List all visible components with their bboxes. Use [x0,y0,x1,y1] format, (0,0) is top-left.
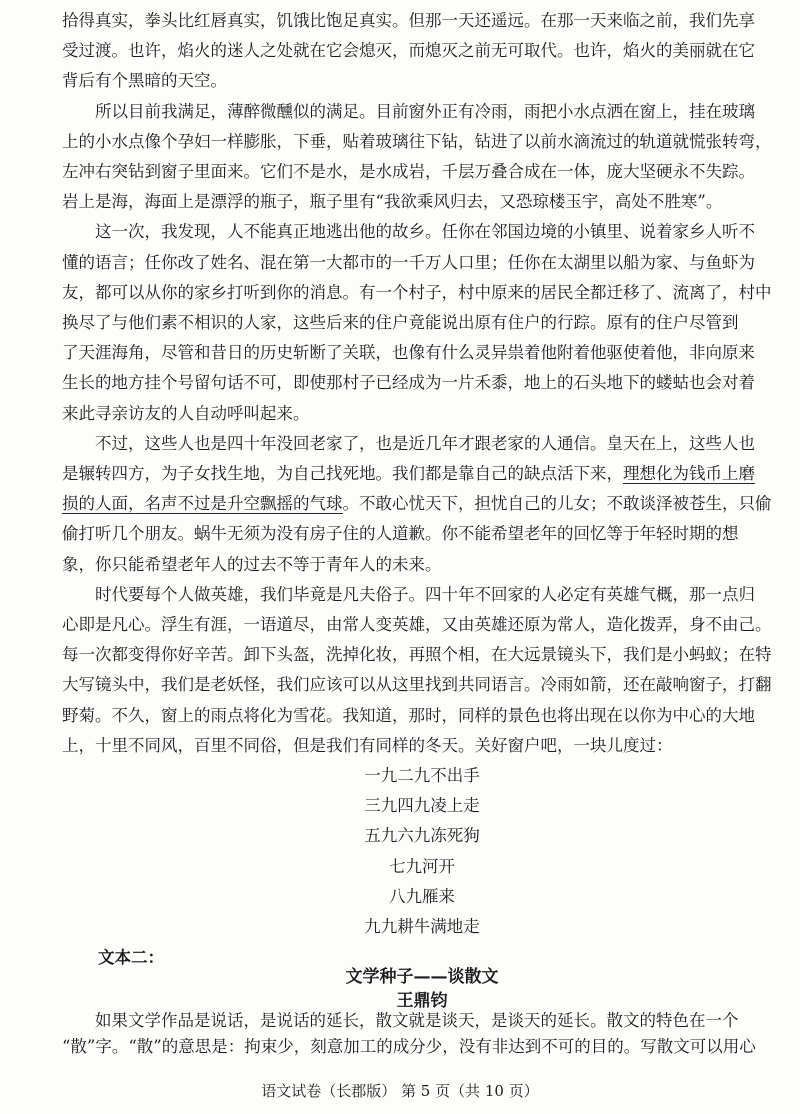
text-line: 这一次，我发现，人不能真正地逃出他的故乡。任你在邻国边境的小镇里、说着家乡人听不 [95,222,755,242]
text-line: 大写镜头中，我们是老妖怪，我们应该可以从这里找到共同语言。冷雨如箭，还在敲响窗子，打翻 [62,675,772,695]
poem-line: 九九耕牛满地走 [364,917,480,936]
text-segment: 。不敢心忧天下，担忧自己的儿女；不敢谈泽被苍生，只偷 [342,494,772,514]
section-heading: 文本二： [98,948,164,968]
text-line: 不过，这些人也是四十年没回老家了，也是近几年才跟老家的人通信。皇天在上，这些人也 [95,433,755,453]
text-line: 拾得真实，拳头比红唇真实，饥饿比饱足真实。但那一天还遥远。在那一天来临之前，我们先享 [62,11,755,30]
text-line: 时代要每个人做英雄，我们毕竟是凡夫俗子。四十年不回家的人必定有英雄气概，那一点归 [95,584,755,604]
article-title: 文学种子——谈散文 [345,967,499,988]
poem-line: 七九河开 [389,856,455,876]
underlined-text: 理想化为钱币上磨 [623,464,755,483]
text-segment: 是辗转四方，为子女找生地，为自己找死地。我们都是靠自己的缺点活下来， [62,464,623,483]
text-line: 左冲右突钻到窗子里面来。它们不是水，是水成岩，千层万叠合成在一体，庞大坚硬永不失踪。 [62,162,755,181]
text-line: 友，都可以从你的家乡打听到你的消息。有一个村子，村中原来的居民全都迁移了、流离了，村中 [62,282,772,302]
text-line: 换尽了与他们素不相识的人家，这些后来的住户竟能说出原有住户的行踪。原有的住户尽管到 [62,313,739,332]
text-line: 来此寻亲访友的人自动呼叫起来。 [62,403,310,423]
page-footer: 语文试卷（长郡版） 第 5 页（共 10 页） [261,1082,539,1100]
text-line: 上，十里不同风，百里不同俗，但是我们有同样的冬天。关好窗户吧，一块儿度过： [62,735,673,755]
text-line: 生长的地方挂个号留句话不可，即使那村子已经成为一片禾黍，地上的石头地下的蝼蛄也会对着 [62,373,755,393]
poem-line: 五九六九冻死狗 [364,826,480,846]
article-author: 王鼎钧 [396,991,448,1012]
text-line: 上的小水点像个孕妇一样膨胀，下垂，贴着玻璃往下钻，钻进了以前水滴流过的轨道就慌张转弯， [62,131,772,151]
poem-line: 一九二九不出手 [364,766,480,785]
text-line: 受过渡。也许，焰火的迷人之处就在它会熄灭，而熄灭之前无可取代。也许，焰火的美丽就在它 [62,41,755,61]
text-line: “散”字。“散”的意思是：拘束少，刻意加工的成分少，没有非达到不可的目的。写散文可以用心 [62,1037,756,1057]
text-line: 心即是凡心。浮生有涯，一语道尽，由常人变英雄，又由英雄还原为常人，造化拨弄，身不由己。 [62,615,772,634]
text-line: 象，你只能希望老年人的过去不等于青年人的未来。 [62,554,442,574]
text-line: 偷打听几个朋友。蜗牛无须为没有房子住的人道歉。你不能希望老年的回忆等于年轻时期的想 [62,524,739,544]
text-line: 如果文学作品是说话，是说话的延长，散文就是谈天，是谈天的延长。散文的特色在一个 [95,1011,739,1031]
text-line [62,459,782,489]
poem-line: 三九四九凌上走 [364,796,480,816]
text-line: 所以目前我满足，薄醉微醺似的满足。目前窗外正有冷雨，雨把小水点洒在窗上，挂在玻璃 [95,101,755,121]
underlined-text: 损的人面，名声不过是升空飘摇的气球 [62,494,343,514]
text-line: 懂的语言；任你改了姓名、混在第一大都市的一千万人口里；任你在太湖里以船为家、与鱼虾为 [62,252,755,272]
text-line: 了天涯海角，尽管和昔日的历史斩断了关联，也像有什么灵异祟着他附着他驱使着他，非向原来 [62,343,755,363]
text-line: 每一次都变得你好辛苦。卸下头盔，洗掉化妆，再照个相，在大远景镜头下，我们是小蚂蚁；在特 [62,645,772,665]
poem-line: 八九雁来 [389,886,455,906]
text-line [62,489,782,519]
text-line: 野菊。不久，窗上的雨点将化为雪花。我知道，那时，同样的景色也将出现在以你为中心的大地 [62,705,755,725]
text-line: 岩上是海，海面上是漂浮的瓶子，瓶子里有“我欲乘风归去，又恐琼楼玉宇，高处不胜寒”。 [62,192,723,212]
text-line: 背后有个黑暗的天空。 [62,71,227,91]
